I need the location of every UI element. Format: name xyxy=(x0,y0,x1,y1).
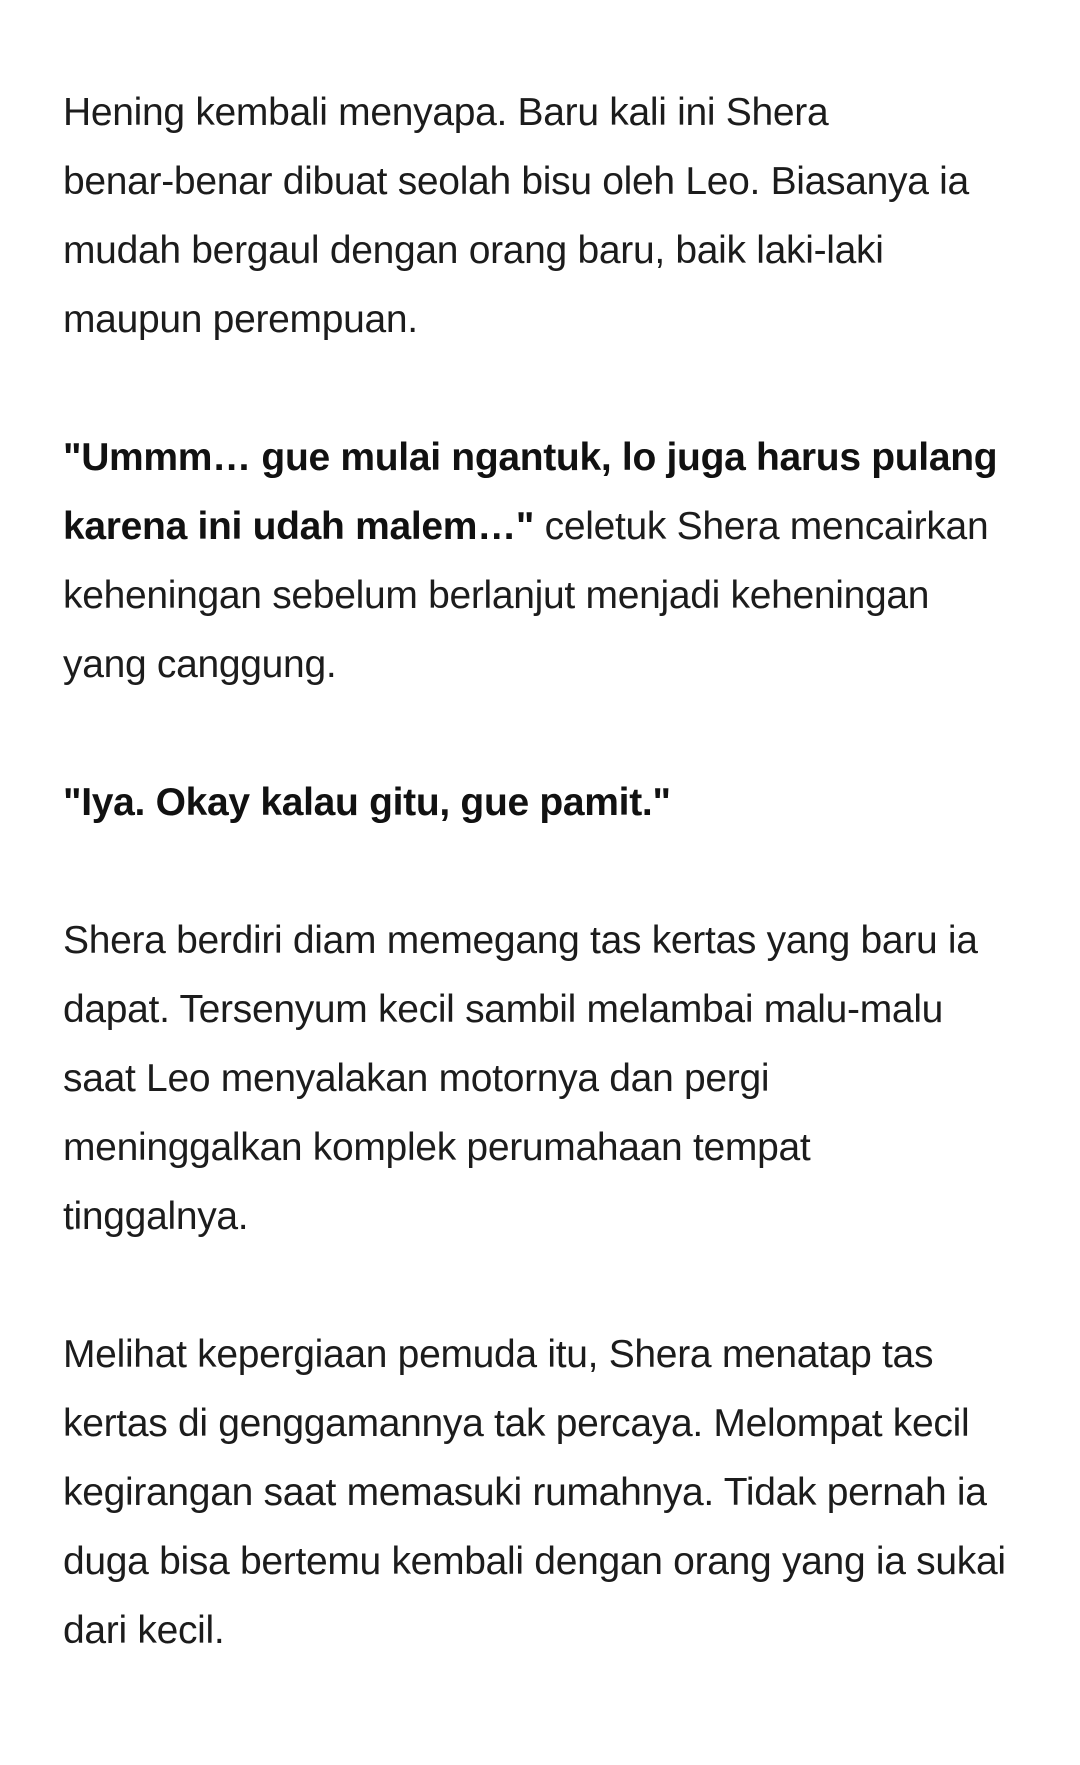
text-line: dapat. Tersenyum kecil sambil melambai malu-malu xyxy=(63,988,944,1031)
paragraph-3 xyxy=(63,768,1023,837)
text-line: duga bisa bertemu kembali dengan orang yang ia sukai xyxy=(63,1540,1006,1583)
paragraph-4 xyxy=(63,906,1023,1251)
text-line: meninggalkan komplek perumahaan tempat xyxy=(63,1126,811,1169)
text-line: Melihat kepergiaan pemuda itu, Shera menatap tas xyxy=(63,1333,934,1376)
paragraph-5 xyxy=(63,1320,1023,1665)
text-line: yang canggung. xyxy=(63,643,337,686)
text-line: keheningan sebelum berlanjut menjadi keheningan xyxy=(63,574,930,617)
story-text xyxy=(63,78,1023,1665)
paragraph-2 xyxy=(63,423,1023,699)
text-line: benar-benar dibuat seolah bisu oleh Leo. Biasanya ia xyxy=(63,160,969,203)
text-line: saat Leo menyalakan motornya dan pergi xyxy=(63,1057,770,1100)
text-line: kertas di genggamannya tak percaya. Melompat kecil xyxy=(63,1402,970,1445)
text-line: Shera berdiri diam memegang tas kertas yang baru ia xyxy=(63,919,978,962)
dialogue-bold: "Ummm… gue mulai ngantuk, lo juga harus pulang xyxy=(63,436,998,479)
paragraph-1 xyxy=(63,78,1023,354)
text-line: kegirangan saat memasuki rumahnya. Tidak pernah ia xyxy=(63,1471,987,1514)
text-line: tinggalnya. xyxy=(63,1195,249,1238)
narration-text: celetuk Shera mencairkan xyxy=(534,505,989,548)
text-line: mudah bergaul dengan orang baru, baik laki-laki xyxy=(63,229,884,272)
text-line: dari kecil. xyxy=(63,1609,225,1652)
text-line: Hening kembali menyapa. Baru kali ini Shera xyxy=(63,91,829,134)
text-line: maupun perempuan. xyxy=(63,298,418,341)
dialogue-bold: "Iya. Okay kalau gitu, gue pamit." xyxy=(63,781,671,824)
dialogue-bold: karena ini udah malem…" xyxy=(63,505,535,548)
